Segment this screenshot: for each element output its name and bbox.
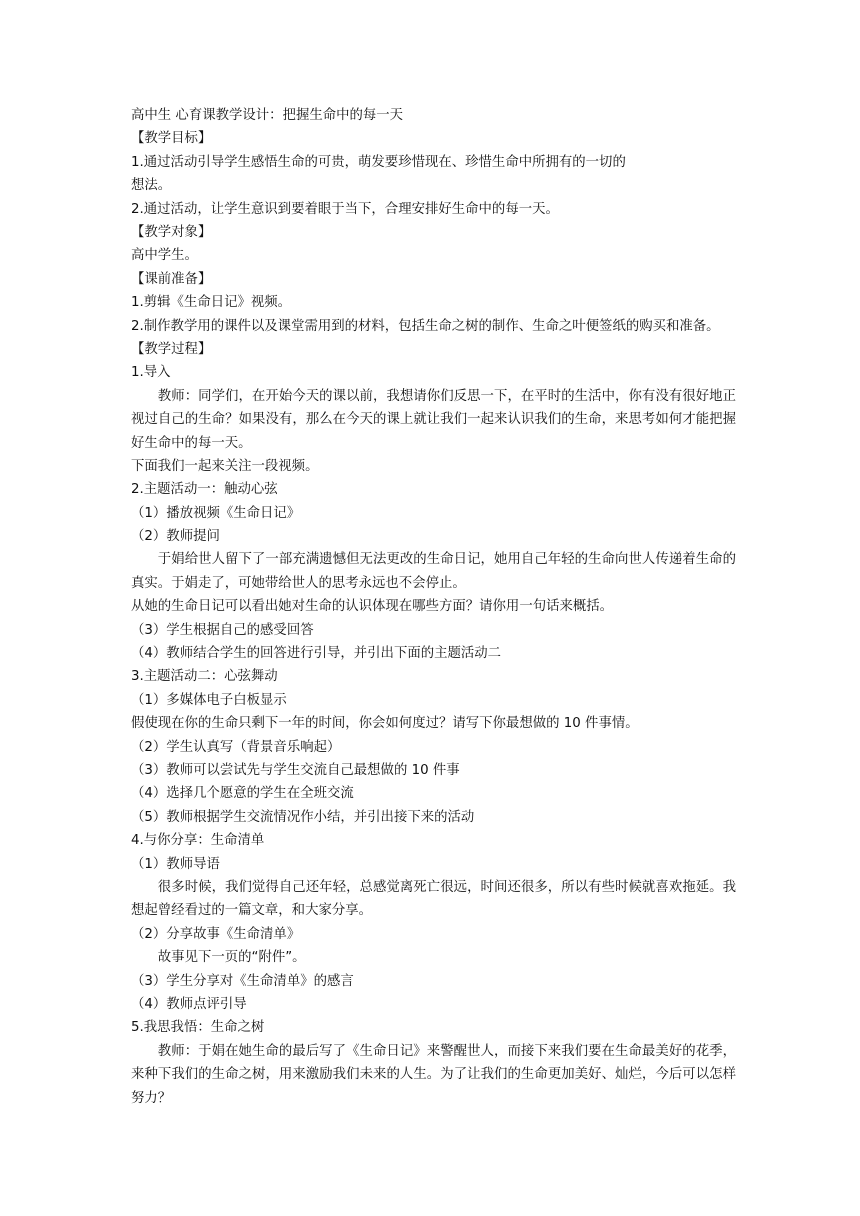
goal-2: 2.通过活动，让学生意识到要着眼于当下，合理安排好生命中的每一天。	[131, 201, 559, 217]
step-3-item-4: （4）选择几个愿意的学生在全班交流	[131, 786, 354, 802]
step-2-question: 从她的生命日记可以看出她对生命的认识体现在哪些方面？请你用一句话来概括。	[131, 599, 614, 615]
process-heading: 【教学过程】	[131, 341, 212, 357]
prep-item-1: 1.剪辑《生命日记》视频。	[131, 295, 292, 311]
step-4-item-4: （4）教师点评引导	[131, 996, 247, 1012]
audience-text: 高中学生。	[131, 248, 198, 264]
step-4-text: 很多时候，我们觉得自己还年轻，总感觉离死亡很远，时间还很多，所以有些时候就喜欢拖延。我想起曾经看过的一篇文章，和大家分享。	[131, 879, 736, 919]
step-1-next: 下面我们一起来关注一段视频。	[131, 458, 319, 474]
step-4-title: 4.与你分享：生命清单	[131, 833, 265, 849]
document-title: 高中生 心育课教学设计：把握生命中的每一天	[131, 108, 404, 123]
document-body	[131, 104, 736, 1110]
step-2-text: 于娟给世人留下了一部充满遗憾但无法更改的生命日记，她用自己年轻的生命向世人传递着生命的真实。于娟走了，可她带给世人的思考永远也不会停止。	[131, 552, 736, 591]
step-4-item-3: （3）学生分享对《生命清单》的感言	[131, 973, 354, 989]
goals-heading: 【教学目标】	[131, 131, 212, 147]
step-5-title: 5.我思我悟：生命之树	[131, 1020, 265, 1036]
goal-1: 1.通过活动引导学生感悟生命的可贵，萌发要珍惜现在、珍惜生命中所拥有的一切的	[131, 154, 626, 170]
step-1-text: 教师：同学们，在开始今天的课以前，我想请你们反思一下，在平时的生活中，你有没有很好地正视过自己的生命？如果没有，那么在今天的课上就让我们一起来认识我们的生命，来思考如何才能把握好生命中的每一天。	[131, 388, 736, 451]
step-2-title: 2.主题活动一：触动心弦	[131, 482, 278, 498]
step-3-item-1: （1）多媒体电子白板显示	[131, 692, 287, 708]
step-5-text: 教师：于娟在她生命的最后写了《生命日记》来警醒世人，而接下来我们要在生命最美好的花季，来种下我们的生命之树，用来激励我们未来的人生。为了让我们的生命更加美好、灿烂，今后可以怎样努力？	[131, 1043, 736, 1106]
step-3-item-2: （2）学生认真写（背景音乐响起）	[131, 739, 341, 755]
prep-heading: 【课前准备】	[131, 271, 212, 287]
step-4-note: 故事见下一页的“附件”。	[157, 950, 306, 966]
step-3-question: 假使现在你的生命只剩下一年的时间，你会如何度过？请写下你最想做的 10 件事情。	[131, 716, 639, 732]
step-4-item-2: （2）分享故事《生命清单》	[131, 926, 301, 942]
step-2-item-2: （2）教师提问	[131, 529, 220, 545]
prep-item-2: 2.制作教学用的课件以及课堂需用到的材料，包括生命之树的制作、生命之叶便签纸的购买和准备。	[131, 318, 720, 334]
step-2-item-3: （3）学生根据自己的感受回答	[131, 622, 314, 638]
goal-1-continued: 想法。	[131, 178, 172, 194]
audience-heading: 【教学对象】	[131, 224, 212, 240]
step-3-title: 3.主题活动二：心弦舞动	[131, 669, 278, 685]
step-2-item-1: （1）播放视频《生命日记》	[131, 505, 301, 521]
step-3-item-5: （5）教师根据学生交流情况作小结，并引出接下来的活动	[131, 809, 475, 825]
step-4-item-1: （1）教师导语	[131, 856, 220, 872]
step-3-item-3: （3）教师可以尝试先与学生交流自己最想做的 10 件事	[131, 763, 460, 779]
step-2-item-4: （4）教师结合学生的回答进行引导，并引出下面的主题活动二	[131, 646, 502, 662]
step-1-title: 1.导入	[131, 365, 171, 381]
